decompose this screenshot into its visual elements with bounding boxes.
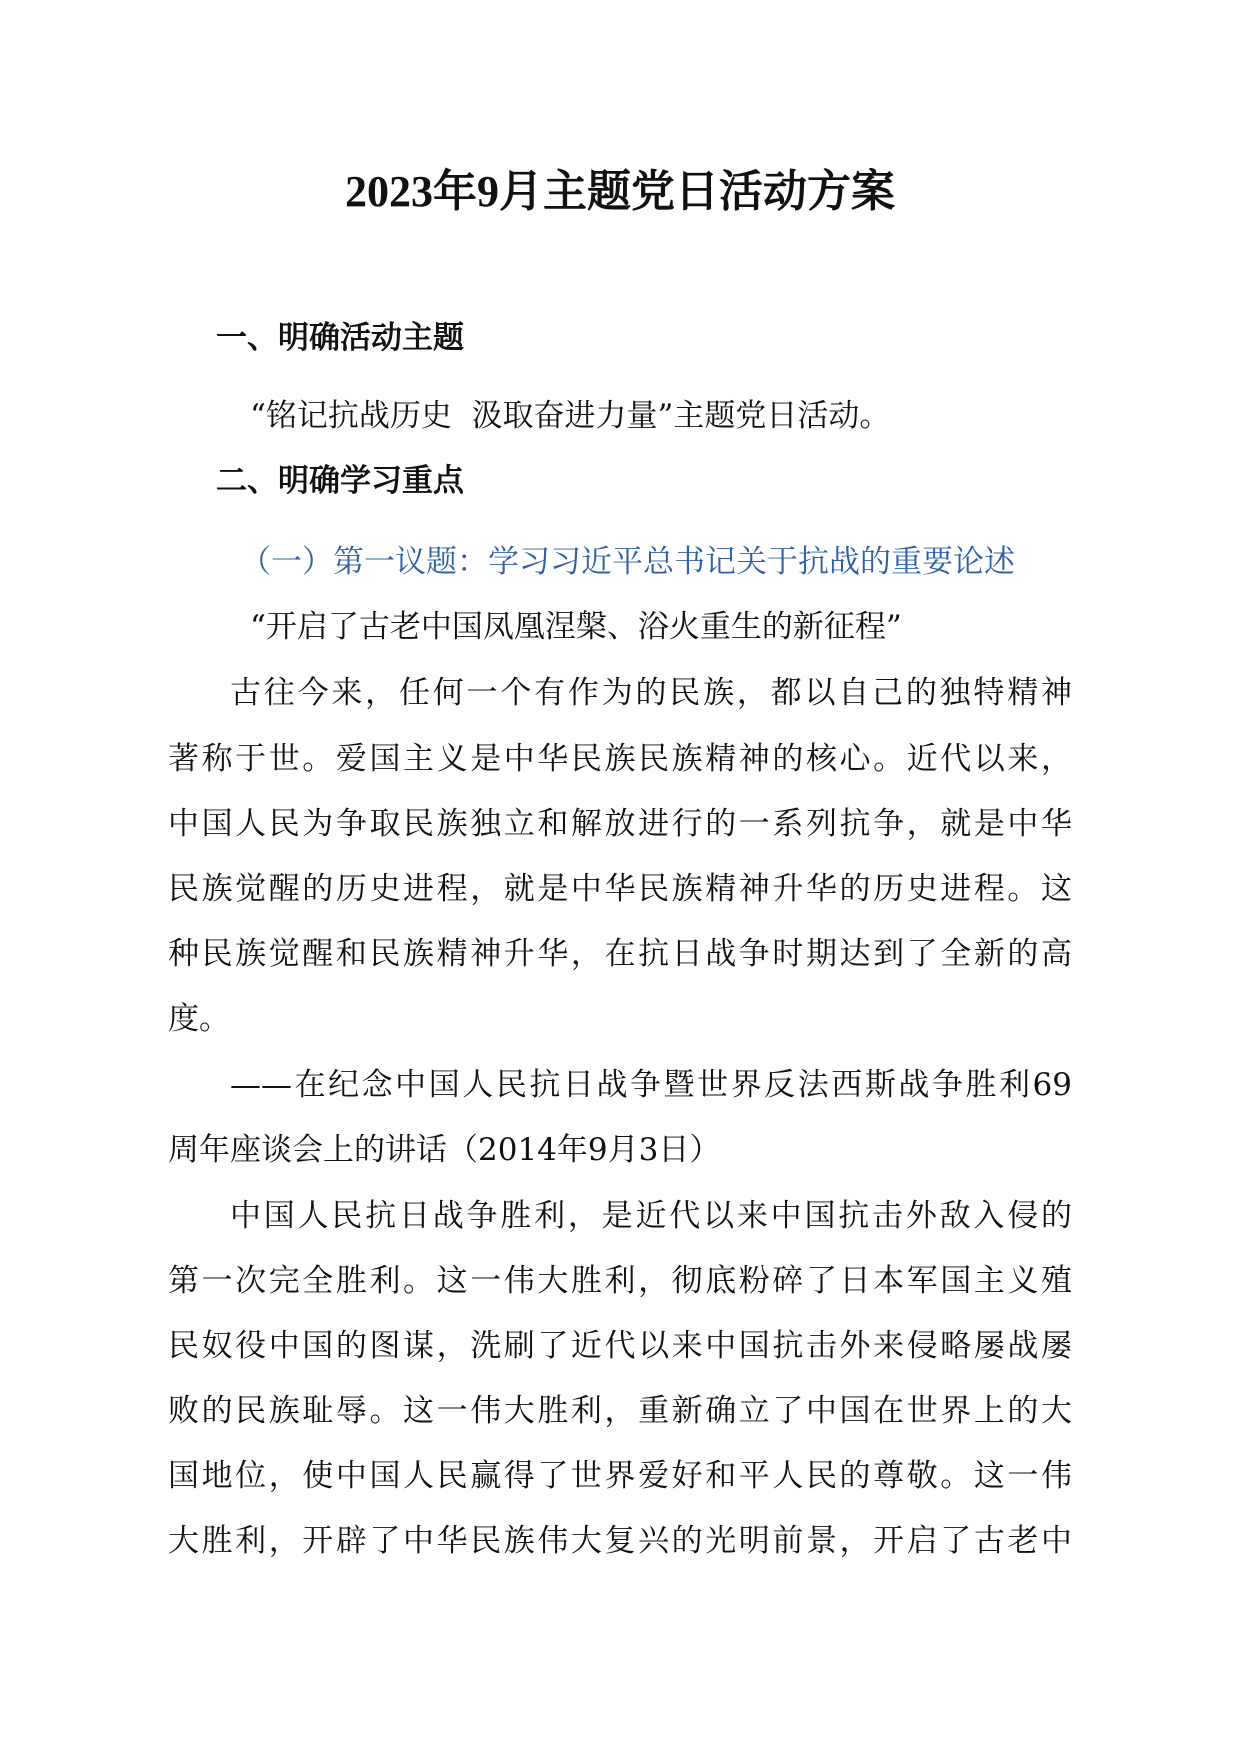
paragraph-line: 国地位，使中国人民赢得了世界爱好和平人民的尊敬。这一伟: [168, 1458, 1072, 1494]
quote-title: “开启了古老中国凤凰涅槃、浴火重生的新征程”: [250, 609, 902, 645]
source-line: 周年座谈会上的讲话（2014年9月3日）: [168, 1132, 721, 1168]
section-heading-theme: 一、明确活动主题: [216, 320, 464, 356]
document-title: 2023年9月主题党日活动方案: [345, 167, 895, 216]
paragraph-line: 民奴役中国的图谋，洗刷了近代以来中国抗击外来侵略屡战屡: [168, 1328, 1072, 1364]
section-heading-study: 二、明确学习重点: [216, 463, 464, 499]
paragraph-line: 败的民族耻辱。这一伟大胜利，重新确立了中国在世界上的大: [168, 1393, 1072, 1429]
paragraph-line: 中国人民抗日战争胜利，是近代以来中国抗击外敌入侵的: [230, 1198, 1072, 1234]
paragraph-line: 第一次完全胜利。这一伟大胜利，彻底粉碎了日本军国主义殖: [168, 1263, 1072, 1299]
paragraph-line: 度。: [168, 1001, 230, 1037]
paragraph-line: 民族觉醒的历史进程，就是中华民族精神升华的历史进程。这: [168, 871, 1072, 907]
subheading-first-topic: （一）第一议题：学习习近平总书记关于抗战的重要论述: [240, 544, 1015, 580]
paragraph-line: 种民族觉醒和民族精神升华，在抗日战争时期达到了全新的高: [168, 936, 1072, 972]
theme-text: “铭记抗战历史 汲取奋进力量”主题党日活动。: [250, 398, 891, 434]
paragraph-line: 中国人民为争取民族独立和解放进行的一系列抗争，就是中华: [168, 806, 1072, 842]
source-line: ——在纪念中国人民抗日战争暨世界反法西斯战争胜利69: [230, 1067, 1072, 1103]
paragraph-line: 著称于世。爱国主义是中华民族民族精神的核心。近代以来，: [168, 741, 1072, 777]
paragraph-line: 古往今来，任何一个有作为的民族，都以自己的独特精神: [230, 675, 1072, 711]
paragraph-line: 大胜利，开辟了中华民族伟大复兴的光明前景，开启了古老中: [168, 1523, 1072, 1559]
